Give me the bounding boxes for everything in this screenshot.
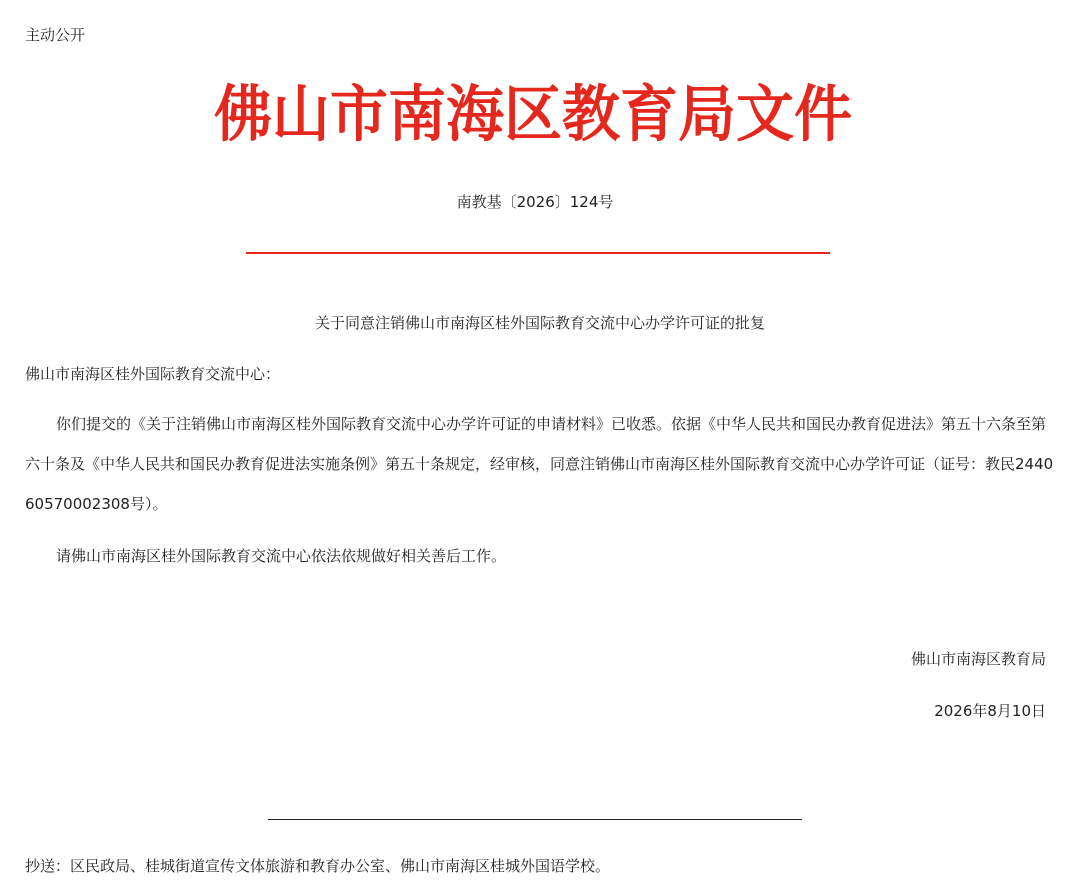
carbon-copy-line: 抄送：区民政局、桂城街道宣传文体旅游和教育办公室、佛山市南海区桂城外国语学校。: [25, 857, 611, 875]
recipient-line: 佛山市南海区桂外国际教育交流中心：: [25, 365, 281, 383]
document-title: 关于同意注销佛山市南海区桂外国际教育交流中心办学许可证的批复: [314, 314, 765, 332]
red-separator-line: [246, 252, 830, 254]
body-paragraph-2: 请佛山市南海区桂外国际教育交流中心依法依规做好相关善后工作。: [56, 547, 507, 565]
issue-date: 2026年8月10日: [934, 702, 1046, 720]
document-masthead: 佛山市南海区教育局文件: [213, 78, 852, 150]
disclosure-label: 主动公开: [25, 26, 86, 44]
document-number: 南教基〔2026〕124号: [456, 193, 614, 211]
issuer-signature: 佛山市南海区教育局: [910, 650, 1046, 668]
body-paragraph-1: 你们提交的《关于注销佛山市南海区桂外国际教育交流中心办学许可证的申请材料》已收悉。依据《中华人民共和国民办教育促进法》第五十六条至第六十条及《中华人民共和国民办教育促进法实施条例》第五十条规定，经审核，同意注销佛山市南海区桂外国际教育交流中心办学许可证（证号：教民244060570002308号）。: [25, 415, 1054, 513]
footer-separator-line: [268, 819, 802, 820]
